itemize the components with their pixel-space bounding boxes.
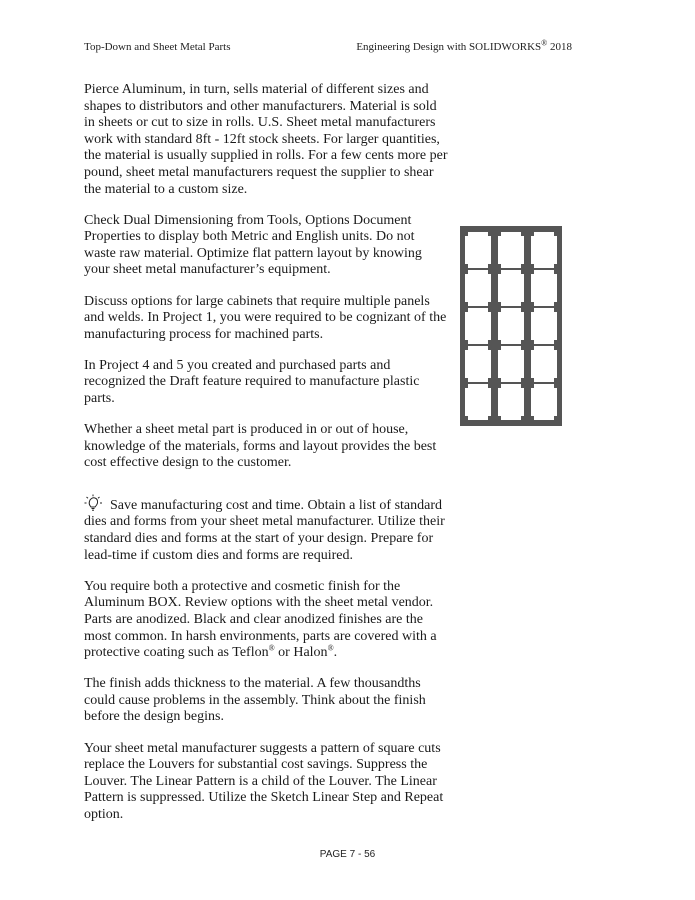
square-cut-1-2-1 [531,274,557,302]
finish-text-end: . [333,645,338,661]
square-cut-2-1-1 [498,312,524,340]
body-text [84,82,449,838]
teflon-registered-mark: ® [268,643,275,653]
finish-text-halon: or Halon [274,645,328,661]
tip-paragraph [84,494,449,564]
square-cut-4-1-1 [498,388,524,416]
square-cut-4-2-1 [531,388,557,416]
paragraph-dual-dimensioning: Check Dual Dimensioning from Tools, Options Document Properties to display both Metric and English units. Do not waste raw material. Optimize flat pattern layout by knowing your sheet metal manufacturer’s equipment. [84,212,422,278]
square-cut-0-1-1 [498,236,524,264]
running-header-left: Top-Down and Sheet Metal Parts [84,41,231,53]
square-cut-0-2-1 [531,236,557,264]
paragraph-pierce-aluminum: Pierce Aluminum, in turn, sells material of different sizes and shapes to distributors and other manufacturers. Material is sold in sheets or cut to size in rolls. U.S. Sheet metal manufacturers work with standard 8ft - 12ft stock sheets. For larger quantities, the material is usually supplied in rolls. For a few cents more per pound, sheet metal manufacturers request the supplier to shear the material to a custom size. [84,82,448,197]
paragraph-finish-thickness: The finish adds thickness to the material. A few thousandths could cause problems in the assembly. Think about the finish before the design begins. [84,676,426,725]
page-number: PAGE 7 - 56 [319,849,376,860]
square-cut-3-1-1 [498,350,524,378]
square-cut-2-2-1 [531,312,557,340]
paragraph-finish-options [84,579,449,662]
square-cut-2-0-1 [465,312,491,340]
square-cut-1-0-1 [465,274,491,302]
paragraph-draft-feature: In Project 4 and 5 you created and purchased parts and recognized the Draft feature required to manufacture plastic parts. [84,357,420,406]
square-cut-3-2-1 [531,350,557,378]
square-cut-0-0-1 [465,236,491,264]
lightbulb-icon [84,494,104,512]
square-cut-3-0-1 [465,350,491,378]
paragraph-best-cost: Whether a sheet metal part is produced in or out of house, knowledge of the materials, forms and layout provides the best cost effective design to the customer. [84,422,437,471]
square-cut-pattern-figure [460,226,562,426]
finish-text: You require both a protective and cosmetic finish for the Aluminum BOX. Review options with the sheet metal vendor. Parts are anodized. Black and clear anodized finishes are the most common. In harsh environments, parts are covered with a protective coating such as Teflon [84,578,437,661]
halon-registered-mark: ® [327,643,334,653]
header-right-year: 2018 [547,41,572,53]
square-cuts [465,232,557,420]
paragraph-square-cuts: Your sheet metal manufacturer suggests a pattern of square cuts replace the Louvers for substantial cost savings. Suppress the Louver. The Linear Pattern is a child of the Louver. The Linear Pattern is suppressed. Utilize the Sketch Linear Step and Repeat option. [84,740,444,822]
square-cut-1-1-1 [498,274,524,302]
running-header-right [356,38,572,53]
square-cut-4-0-1 [465,388,491,416]
tip-text: Save manufacturing cost and time. Obtain a list of standard dies and forms from your sheet metal manufacturer. Utilize their standard dies and forms at the start of your design. Prepare for lead-time if custom dies and forms are required. [84,497,445,563]
paragraph-large-cabinets: Discuss options for large cabinets that require multiple panels and welds. In Project 1, you were required to be cognizant of the manufacturing process for machined parts. [84,293,447,342]
header-right-title: Engineering Design with SOLIDWORKS [356,41,542,53]
registered-mark: ® [541,38,548,48]
